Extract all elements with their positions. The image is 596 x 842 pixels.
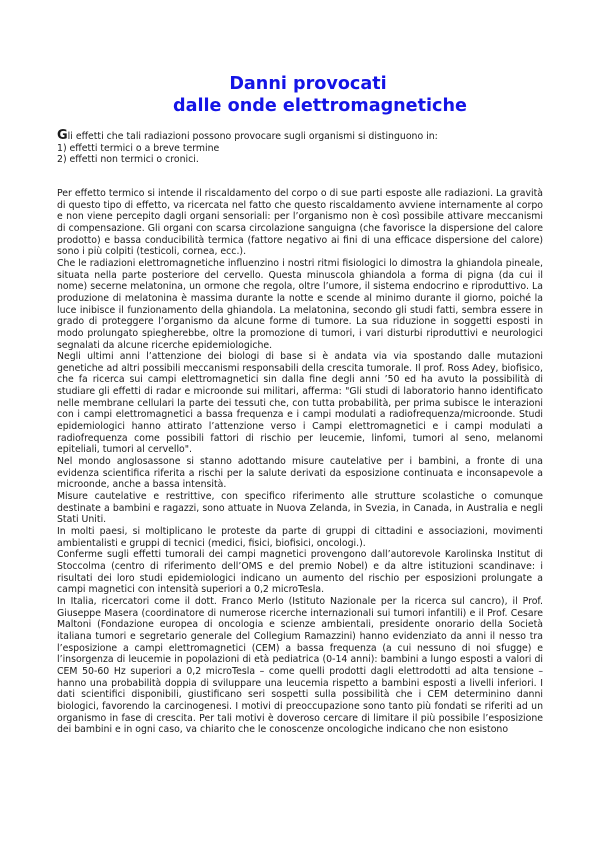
paragraph-thermal-effect: Per effetto termico si intende il riscaldamento del corpo o di sue parti esposte alle radiazioni. La gravità di questo tipo di effetto, va ricercata nel fatto che questo riscaldamento avviene internamente al corpo e non viene percepito dagli organi sensoriali: per l’organismo non è così possibile attivare meccanismi di compensazione. Gli organi con scarsa circolazione sanguigna (che favorisce la dispersione del calore prodotto) e bassa conducibilità termica (fattore negativo ai fini di una efficace dispersione del calore) sono i più colpiti (testicoli, cornea, ecc.). bbox=[57, 187, 543, 258]
paragraph-restrictive-measures: Misure cautelative e restrittive, con specifico riferimento alle strutture scolastiche o comunque destinate a bambini e ragazzi, sono attuate in Nuova Zelanda, in Svezia, in Canada, in Australia e negli Stati Uniti. bbox=[57, 491, 543, 526]
intro-first-line bbox=[57, 130, 543, 143]
title-line-2: dalle onde elettromagnetiche bbox=[173, 96, 467, 116]
paragraph-protests: In molti paesi, si moltiplicano le proteste da parte di gruppi di cittadini e associazioni, movimenti ambientalisti e gruppi di tecnici (medici, fisici, biofisici, oncologi.). bbox=[57, 526, 543, 549]
document-title bbox=[0, 73, 596, 117]
paragraph-karolinska: Conferme sugli effetti tumorali dei campi magnetici provengono dall’autorevole Karolinska Institut di Stoccolma (centro di riferimento dell’OMS e del premio Nobel) e da altre istituzioni scandinave: i risultati dei loro studi epidemiologici indicano un aumento del rischio per esposizioni prolungate a campi magnetici con intensità superiori a 0,2 microTesla. bbox=[57, 549, 543, 596]
title-line-1: Danni provocati bbox=[229, 74, 387, 94]
intro-item-2: 2) effetti non termici o cronici. bbox=[57, 154, 199, 166]
paragraph-italy-research: In Italia, ricercatori come il dott. Franco Merlo (Istituto Nazionale per la ricerca sul cancro), il Prof. Giuseppe Masera (coordinatore di numerose ricerche internazionali sui tumori infantili) e il Prof. Cesare Maltoni (Fondazione europea di oncologia e scienze ambientali, presidente onorario della Società italiana tumori e segretario generale del Collegium Ramazzini) hanno evidenziato da anni il nesso tra l’esposizione a campi elettromagnetici (CEM) a bassa frequenza (a cui nessuno di noi sfugge) e l’insorgenza di leucemie in popolazioni di età pediatrica (0-14 anni): bambini a lungo esposti a valori di CEM 50-60 Hz superiori a 0,2 microTesla – come quelli prodotti dagli elettrodotti ad alta tensione – hanno una probabilità doppia di sviluppare una leucemia rispetto a bambini esposti a livelli inferiori. I dati scientifici disponibili, giustificano seri sospetti sulla possibilità che i CEM determinino danni biologici, favorendo la carcinogenesi. I motivi di preoccupazione sono tanto più fondati se riferiti ad un organismo in fase di crescita. Per tali motivi è doveroso cercare di limitare il più possibile l’esposizione dei bambini e in ogni caso, va chiarito che le conoscenze oncologiche indicano che non esistono bbox=[57, 595, 543, 736]
intro-item-1: 1) effetti termici o a breve termine bbox=[57, 142, 220, 154]
paragraph-pineal-gland: Che le radiazioni elettromagnetiche influenzino i nostri ritmi fisiologici lo dimostra la ghiandola pineale, situata nella parte posteriore del cervello. Questa minuscola ghiandola a forma di pigna (da cui il nome) secerne melatonina, un ormone che regola, oltre l’umore, il sistema endocrino e riproduttivo. La produzione di melatonina è massima durante la notte e scende al minimo durante il giorno, poiché la luce inibisce il funzionamento della ghiandola. La melatonina, secondo gli studi fatti, sembra essere in grado di proteggere l’organismo da alcune forme di tumore. La sua riduzione in soggetti esposti in modo prolungato spiegherebbe, oltre la promozione di tumori, i vari disturbi riproduttivi e neurologici segnalati da alcune ricerche epidemiologiche. bbox=[57, 257, 543, 351]
section-gap bbox=[57, 166, 543, 188]
document-body bbox=[57, 130, 543, 736]
paragraph-anglo-saxon-measures: Nel mondo anglosassone si stanno adottando misure cautelative per i bambini, a fronte di una evidenza scientifica riferita a rischi per la salute derivati da esposizione continuata e inconsapevole a microonde, anche a bassa intensità. bbox=[57, 456, 543, 491]
intro-text: li effetti che tali radiazioni possono provocare sugli organismi si distinguono in: bbox=[67, 131, 438, 142]
drop-cap: G bbox=[57, 128, 68, 143]
paragraph-ross-adey: Negli ultimi anni l’attenzione dei biologi di base si è andata via via spostando dalle mutazioni genetiche ad altri possibili meccanismi responsabili della crescita tumorale. Il prof. Ross Adey, biofisico, che fa ricerca sui campi elettromagnetici sin dalla fine degli anni ’50 ed ha avuto la possibilità di studiare gli effetti di radar e microonde sui militari, afferma: "Gli studi di laboratorio hanno identificato nelle membrane cellulari la parte dei tessuti che, con tutta probabilità, per prima subisce le interazioni con i campi elettromagnetici a bassa frequenza e i campi modulati a radiofrequenza/microonde. Studi epidemiologici hanno attirato l’attenzione verso i Campi elettromagnetici e i campi modulati a radiofrequenza come possibili fattori di rischio per leucemie, linfomi, tumori al seno, melanomi epiteliali, tumori al cervello". bbox=[57, 351, 543, 456]
